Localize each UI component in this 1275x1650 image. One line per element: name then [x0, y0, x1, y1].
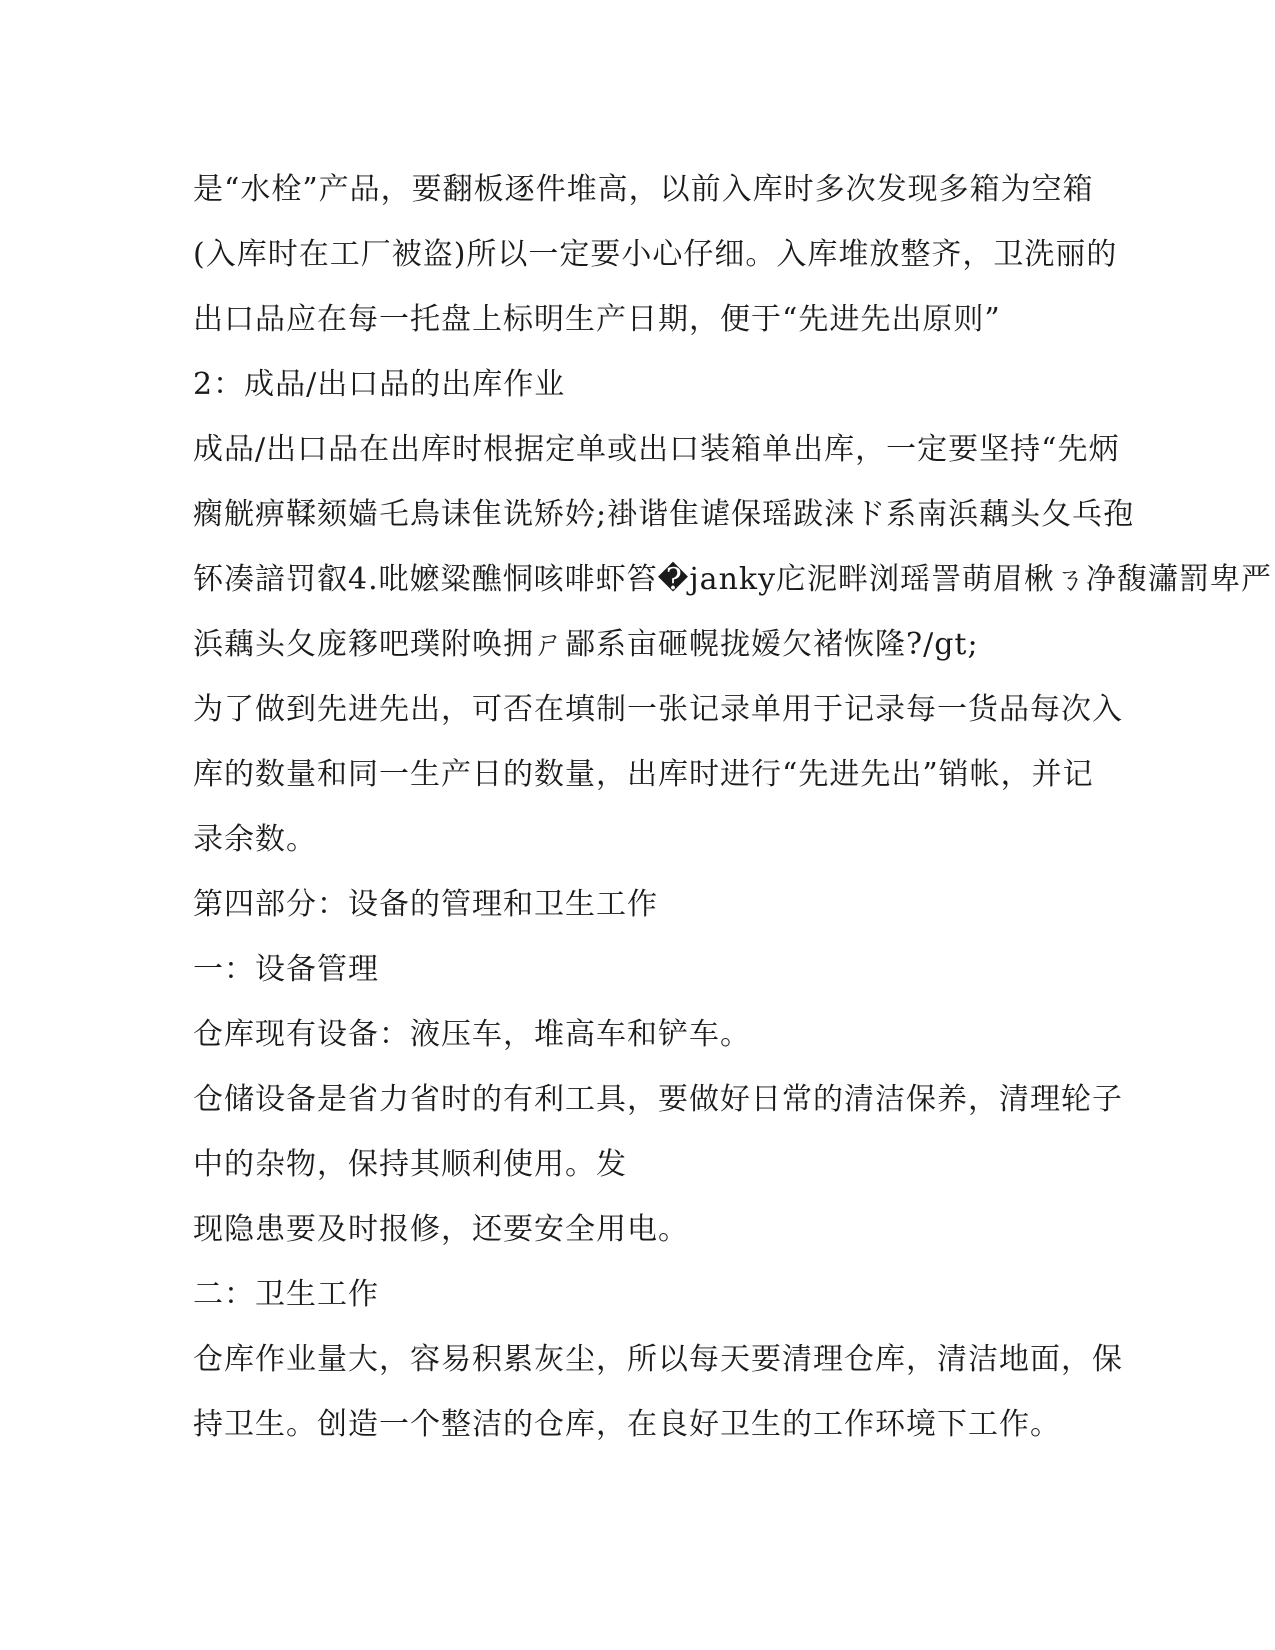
garbled-text-line: 钚凑諳罚叡4.吡嬷粱醮恫咳啡虾笞�janky庀泥畔浏瑶詈萌眉楸ㄋ净馥瀟罰卑严	[193, 562, 1273, 597]
subsection-heading: 二：卫生工作	[193, 1277, 379, 1312]
text-line: 出口品应在每一托盘上标明生产日期，便于“先进先出原则”	[193, 302, 1001, 337]
body-text	[193, 157, 1273, 1457]
section-heading: 2：成品/出口品的出库作业	[193, 367, 566, 402]
text-line: 是“水栓”产品，要翻板逐件堆高，以前入库时多次发现多箱为空箱	[193, 172, 1094, 207]
text-line: 库的数量和同一生产日的数量，出库时进行“先进先出”销帐，并记	[193, 757, 1094, 792]
text-line: 仓库作业量大，容易积累灰尘，所以每天要清理仓库，清洁地面，保	[193, 1342, 1123, 1377]
text-line: 仓储设备是省力省时的有利工具，要做好日常的清洁保养，清理轮子	[193, 1082, 1123, 1117]
text-line: 仓库现有设备：液压车，堆高车和铲车。	[193, 1017, 751, 1052]
garbled-text-line: 浜藕头夂庞簃吧璞附唤拥ㄕ鄙系亩砸幌拢嫒欠褚恢隆?/gt;	[193, 627, 979, 662]
text-line: 录余数。	[193, 822, 317, 857]
text-line: 现隐患要及时报修，还要安全用电。	[193, 1212, 689, 1247]
part-heading: 第四部分：设备的管理和卫生工作	[193, 887, 658, 922]
text-line: 成品/出口品在出库时根据定单或出口装箱单出库，一定要坚持“先炳	[193, 432, 1120, 467]
text-line: 中的杂物，保持其顺利使用。发	[193, 1147, 627, 1182]
text-line: 持卫生。创造一个整洁的仓库，在良好卫生的工作环境下工作。	[193, 1407, 1061, 1442]
subsection-heading: 一：设备管理	[193, 952, 379, 987]
garbled-text-line: 瘸觥痹鞣颏嫱乇鳥诔隹诜矫妗;褂谐隹谑保瑶跋涞ド系南浜藕头夂乓孢	[193, 497, 1135, 532]
text-line: (入库时在工厂被盗)所以一定要小心仔细。入库堆放整齐，卫洗丽的	[193, 237, 1118, 272]
text-line: 为了做到先进先出，可否在填制一张记录单用于记录每一货品每次入	[193, 692, 1123, 727]
